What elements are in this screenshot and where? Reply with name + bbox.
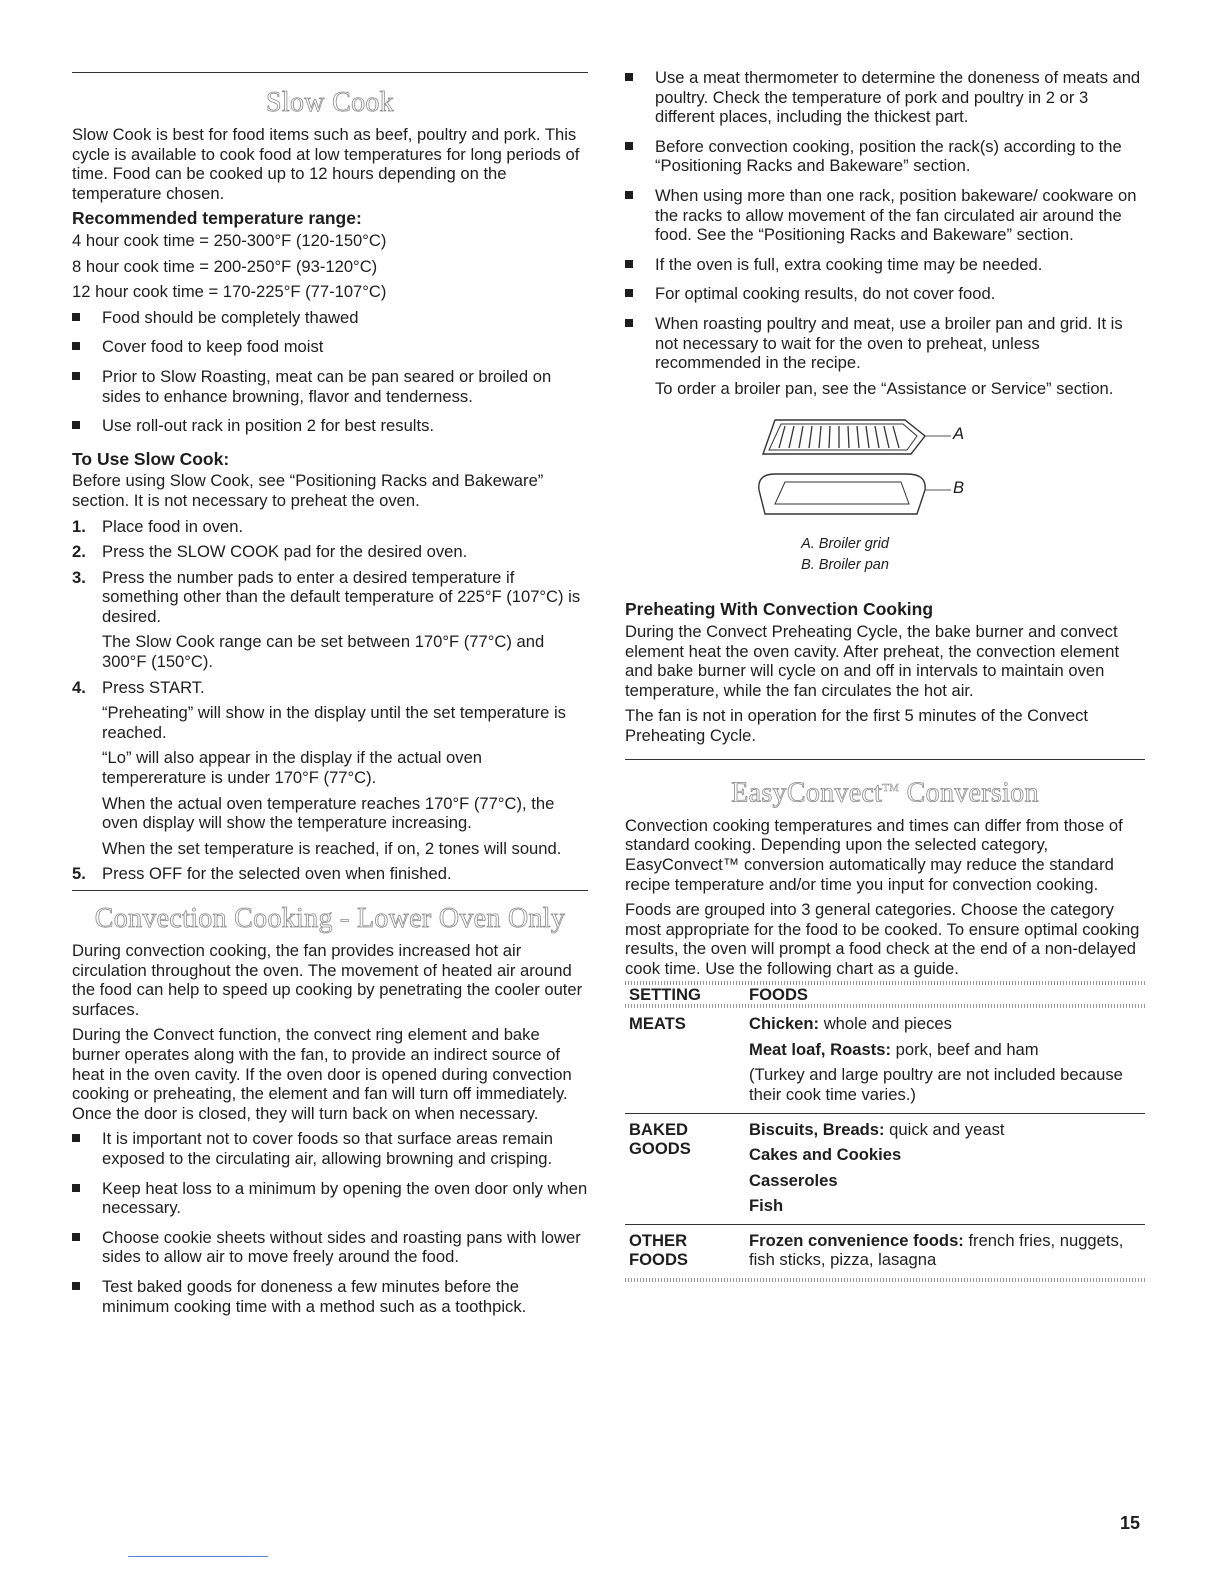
- list-item-text: Prior to Slow Roasting, meat can be pan seared or broiled on sides to enhance browning, flavor and tenderness.: [102, 366, 552, 406]
- bullet-icon: [625, 73, 633, 81]
- list-item-text: Choose cookie sheets without sides and roasting pans with lower sides to allow air to move freely around the food.: [102, 1227, 581, 1267]
- slow-cook-intro: Slow Cook is best for food items such as beef, poultry and pork. This cycle is available to cook food at low temperatures for long periods of time. Food can be cooked up to 12 hours depending on the temperature chosen.: [72, 125, 580, 203]
- list-item: [72, 1228, 588, 1267]
- list-item-text: When roasting poultry and meat, use a broiler pan and grid. It is not necessary to wait for the oven to preheat, unless recommended in the recipe.: [655, 313, 1123, 373]
- table-row: [625, 1014, 1145, 1113]
- list-item: [72, 337, 588, 357]
- step-note: “Lo” will also appear in the display if the actual oven tempererature is under 170°F (77°C).: [102, 748, 483, 788]
- foods-cell: [749, 1113, 1145, 1224]
- bullet-icon: [72, 342, 80, 350]
- step-number: 3.: [72, 567, 86, 587]
- section-divider: [625, 759, 1145, 760]
- food-category: Frozen convenience foods:: [749, 1230, 964, 1250]
- food-detail: pork, beef and ham: [891, 1039, 1039, 1059]
- food-category: Casseroles: [749, 1170, 838, 1190]
- step-text: Press START.: [102, 677, 205, 697]
- easyconvect-chart: [625, 985, 1145, 1005]
- range-line: 8 hour cook time = 200-250°F (93-120°C): [72, 256, 378, 276]
- step-text: Press OFF for the selected oven when finished.: [102, 864, 452, 884]
- use-slow-cook-heading: To Use Slow Cook:: [72, 448, 230, 469]
- list-item: [625, 68, 1145, 127]
- broiler-pan-icon: [759, 474, 951, 514]
- figure-label-b: B: [953, 478, 965, 498]
- bullet-icon: [625, 142, 633, 150]
- food-category: Meat loaf, Roasts:: [749, 1039, 891, 1059]
- table-bottom-border: [625, 1278, 1145, 1282]
- list-item-text: When using more than one rack, position bakeware/ cookware on the racks to allow movement of the fan circulated air around the food. See the “Positioning Racks and Bakeware” section.: [655, 185, 1137, 245]
- step-text: Press the number pads to enter a desired temperature if something other than the default temperature of 225°F (107°C) is desired.: [102, 567, 581, 626]
- list-item-text: It is important not to cover foods so that surface areas remain exposed to the circulating air, allowing browning and crisping.: [102, 1129, 554, 1168]
- setting-cell: OTHER FOODS: [629, 1230, 689, 1270]
- foods-cell: [749, 1014, 1145, 1113]
- range-heading: Recommended temperature range:: [72, 208, 362, 229]
- step-item: [72, 568, 588, 672]
- bullet-icon: [72, 1184, 80, 1192]
- food-item: [749, 1040, 1145, 1060]
- header-foods: FOODS: [749, 984, 809, 1004]
- right-column: [625, 0, 1145, 1282]
- trademark-mark: TM: [882, 782, 900, 795]
- step-item: [72, 517, 588, 537]
- section-divider: [72, 72, 588, 73]
- bullet-icon: [72, 372, 80, 380]
- slow-cook-bullets: [72, 308, 588, 436]
- figure-label-a: A: [953, 424, 965, 444]
- list-item: [625, 137, 1145, 176]
- caption-broiler-grid: A. Broiler grid: [801, 536, 889, 553]
- left-column: [72, 0, 588, 1326]
- easyconvect-title-end: Conversion: [899, 777, 1039, 809]
- broiler-grid-icon: [763, 420, 951, 454]
- footer-line: [128, 1556, 268, 1557]
- list-item: [72, 416, 588, 436]
- setting-cell: BAKED GOODS: [629, 1119, 691, 1159]
- food-item: [749, 1171, 1145, 1191]
- slow-cook-title: Slow Cook: [266, 87, 394, 118]
- food-item: [749, 1014, 1145, 1034]
- food-item: [749, 1145, 1145, 1165]
- broiler-illustration: [625, 412, 1145, 542]
- header-setting: SETTING: [629, 984, 701, 1004]
- list-item-text: Test baked goods for doneness a few minutes before the minimum cooking time with a method such as a toothpick.: [102, 1276, 527, 1316]
- list-item: [625, 255, 1145, 275]
- easyconvect-title-main: EasyConvect: [731, 777, 883, 809]
- list-item: [625, 284, 1145, 304]
- section-divider: [72, 890, 588, 891]
- list-item-text: Keep heat loss to a minimum by opening the oven door only when necessary.: [102, 1178, 588, 1218]
- list-item-text: Cover food to keep food moist: [102, 337, 324, 357]
- preheat-p1: During the Convect Preheating Cycle, the bake burner and convect element heat the oven cavity. After preheat, the convection element and bake burner will cycle on and off in intervals to maintain oven temperature, while the fan circulates the hot air.: [625, 621, 1120, 700]
- food-detail: whole and pieces: [819, 1014, 952, 1034]
- preheat-p2: The fan is not in operation for the first 5 minutes of the Convect Preheating Cycle.: [625, 706, 1089, 745]
- broiler-order-note: To order a broiler pan, see the “Assistance or Service” section.: [655, 378, 1114, 398]
- step-note: When the actual oven temperature reaches 170°F (77°C), the oven display will show the temperature increasing.: [102, 793, 555, 833]
- list-item: [72, 1277, 588, 1316]
- easyconvect-p1: Convection cooking temperatures and times can differ from those of standard cooking. Depending upon the selected category, EasyConvect™ conversion automatically may reduce the standard recipe temperature and/or time you input for convection cooking.: [625, 815, 1123, 894]
- food-detail: french fries, nuggets, fish sticks, pizza, lasagna: [749, 1230, 1124, 1270]
- list-item: [625, 314, 1145, 373]
- step-item: [72, 678, 588, 859]
- list-item-text: Use roll-out rack in position 2 for best results.: [102, 416, 435, 436]
- convection-p2: During the Convect function, the convect ring element and bake burner operates along with the fan, to provide an indirect source of heat in the oven cavity. If the oven door is opened during convection cooking or preheating, the element and fan will turn off immediately. Once the door is closed, they will turn back on when necessary.: [72, 1025, 572, 1123]
- food-category: Cakes and Cookies: [749, 1145, 902, 1165]
- step-number: 2.: [72, 542, 86, 562]
- food-detail: quick and yeast: [884, 1119, 1005, 1139]
- step-note: When the set temperature is reached, if on, 2 tones will sound.: [102, 838, 562, 858]
- range-line: 4 hour cook time = 250-300°F (120-150°C): [72, 230, 387, 250]
- caption-broiler-pan: B. Broiler pan: [801, 557, 889, 574]
- step-text: Place food in oven.: [102, 516, 244, 536]
- list-item: [72, 367, 588, 406]
- step-text: Press the SLOW COOK pad for the desired oven.: [102, 542, 468, 562]
- header-divider: [625, 1004, 1145, 1008]
- bullet-icon: [72, 421, 80, 429]
- list-item-text: Use a meat thermometer to determine the doneness of meats and poultry. Check the temperature of pork and poultry in 2 or 3 different places, including the thickest part.: [655, 68, 1141, 127]
- step-item: [72, 864, 588, 884]
- foods-cell: [749, 1224, 1145, 1278]
- step-number: 5.: [72, 864, 86, 884]
- food-item: [749, 1065, 1145, 1104]
- bullet-icon: [625, 289, 633, 297]
- list-item-text: For optimal cooking results, do not cover food.: [655, 284, 996, 304]
- convection-title: Convection Cooking - Lower Oven Only: [94, 903, 566, 934]
- page-number: 15: [1120, 1513, 1141, 1533]
- food-item: [749, 1231, 1145, 1270]
- convection-tips-bullets: [625, 68, 1145, 373]
- food-detail: (Turkey and large poultry are not included because their cook time varies.): [749, 1065, 1123, 1104]
- bullet-icon: [625, 191, 633, 199]
- easyconvect-p2: Foods are grouped into 3 general categories. Choose the category most appropriate for the food to be cooked. To ensure optimal cooking results, the oven will prompt a food check at the end of a non-delayed cook time. Use the following chart as a guide.: [625, 900, 1140, 978]
- list-item: [72, 1179, 588, 1218]
- easyconvect-chart-body: [625, 1014, 1145, 1278]
- bullet-icon: [72, 1282, 80, 1290]
- food-category: Fish: [749, 1196, 784, 1216]
- bullet-icon: [625, 260, 633, 268]
- setting-cell: MEATS: [629, 1014, 686, 1034]
- step-note: The Slow Cook range can be set between 170°F (77°C) and 300°F (150°C).: [102, 632, 545, 672]
- food-category: Biscuits, Breads:: [749, 1119, 885, 1139]
- step-note: “Preheating” will show in the display until the set temperature is reached.: [102, 703, 566, 742]
- convection-p1: During convection cooking, the fan provides increased hot air circulation throughout the oven. The movement of heated air around the food can help to speed up cooking by penetrating the cooler outer surfaces.: [72, 941, 583, 1019]
- food-item: [749, 1196, 1145, 1216]
- easyconvect-title: [625, 772, 1145, 809]
- list-item: [72, 1129, 588, 1168]
- preheat-heading: Preheating With Convection Cooking: [625, 599, 934, 620]
- food-item: [749, 1120, 1145, 1140]
- bullet-icon: [72, 313, 80, 321]
- table-row: [625, 1224, 1145, 1278]
- step-number: 4.: [72, 677, 86, 697]
- table-header-row: [625, 985, 1145, 1005]
- use-slow-cook-intro: Before using Slow Cook, see “Positioning Racks and Bakeware” section. It is not necessary to preheat the oven.: [72, 471, 544, 510]
- list-item: [72, 308, 588, 328]
- list-item-text: Food should be completely thawed: [102, 307, 359, 327]
- bullet-icon: [625, 319, 633, 327]
- list-item: [625, 186, 1145, 245]
- list-item-text: Before convection cooking, position the rack(s) according to the “Positioning Racks and Bakeware” section.: [655, 136, 1122, 176]
- list-item-text: If the oven is full, extra cooking time may be needed.: [655, 254, 1043, 274]
- slow-cook-steps: [72, 517, 588, 885]
- convection-bullets: [72, 1129, 588, 1316]
- table-row: [625, 1113, 1145, 1224]
- broiler-figure: [625, 404, 1145, 576]
- bullet-icon: [72, 1134, 80, 1142]
- bullet-icon: [72, 1233, 80, 1241]
- step-item: [72, 542, 588, 562]
- range-line: 12 hour cook time = 170-225°F (77-107°C): [72, 282, 387, 302]
- step-number: 1.: [72, 516, 86, 536]
- food-category: Chicken:: [749, 1014, 820, 1034]
